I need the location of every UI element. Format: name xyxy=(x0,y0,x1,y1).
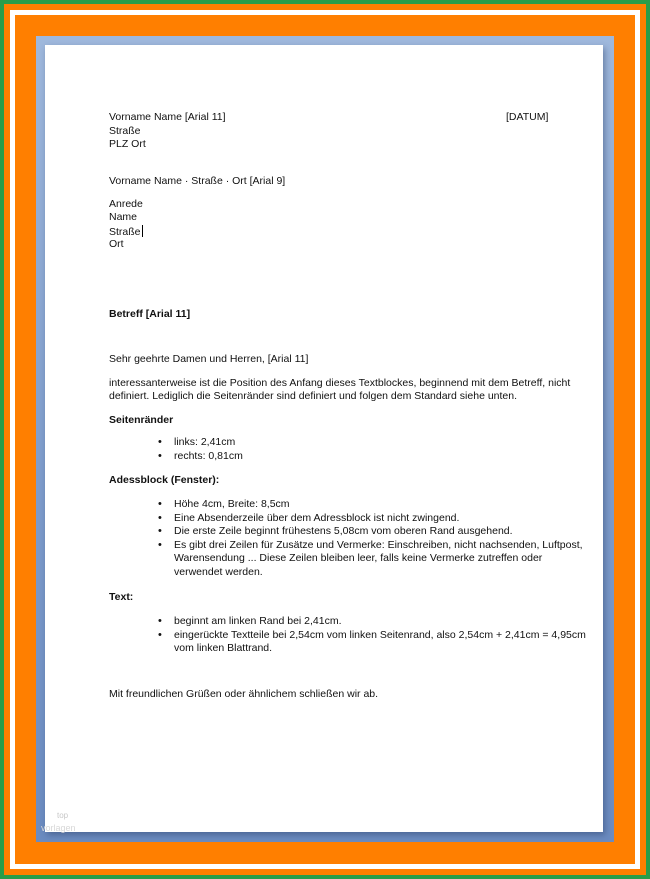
list-item: • eingerückte Textteile bei 2,54cm vom linken Seitenrand, also 2,54cm + 2,41cm = 4,95cm vom linken Blattrand. xyxy=(158,629,588,656)
list-item: • beginnt am linken Rand bei 2,41cm. xyxy=(158,615,588,629)
return-address-line: Vorname Name · Straße · Ort [Arial 9] xyxy=(109,175,286,187)
list-item: • Die erste Zeile beginnt frühestens 5,08cm vom oberen Rand ausgehend. xyxy=(158,525,588,539)
letter-page xyxy=(45,45,603,832)
closing-line: Mit freundlichen Grüßen oder ähnlichem schließen wir ab. xyxy=(109,688,379,700)
recipient-city: Ort xyxy=(109,238,124,250)
recipient-street: Straße xyxy=(109,226,141,238)
recipient-name: Name xyxy=(109,211,138,223)
watermark-bottom: vorlagen xyxy=(41,823,76,833)
margins-list xyxy=(158,436,578,463)
sender-city: PLZ Ort xyxy=(109,138,146,150)
watermark-top: top xyxy=(57,811,69,820)
address-block-heading: Adessblock (Fenster): xyxy=(109,474,220,486)
watermark xyxy=(41,811,76,834)
sender-street: Straße xyxy=(109,125,141,137)
margins-heading: Seitenränder xyxy=(109,414,174,426)
intro-line-1: interessanterweise ist die Position des Anfang dieses Textblockes, beginnend mit dem Betreff, nicht xyxy=(109,377,571,389)
address-block-list xyxy=(158,498,588,579)
date-field: [DATUM] xyxy=(506,111,549,123)
text-list xyxy=(158,615,588,656)
text-cursor xyxy=(142,225,143,237)
list-item: • Höhe 4cm, Breite: 8,5cm xyxy=(158,498,588,512)
greeting: Sehr geehrte Damen und Herren, [Arial 11] xyxy=(109,353,309,365)
intro-line-2: definiert. Lediglich die Seitenränder sind definiert und folgen dem Standard siehe unten. xyxy=(109,390,518,402)
subject-line: Betreff [Arial 11] xyxy=(109,308,191,320)
sender-name: Vorname Name [Arial 11] xyxy=(109,111,226,123)
list-item: • Eine Absenderzeile über dem Adressblock ist nicht zwingend. xyxy=(158,512,588,526)
list-item: • links: 2,41cm xyxy=(158,436,578,450)
list-item: • rechts: 0,81cm xyxy=(158,450,578,464)
text-heading: Text: xyxy=(109,591,134,603)
list-item: • Es gibt drei Zeilen für Zusätze und Vermerke: Einschreiben, nicht nachsenden, Luftpost, Warensendung ... Diese Zeilen bleiben leer, falls keine Vermerke zutreffen oder verwendet werden. xyxy=(158,539,588,580)
recipient-salutation: Anrede xyxy=(109,198,143,210)
